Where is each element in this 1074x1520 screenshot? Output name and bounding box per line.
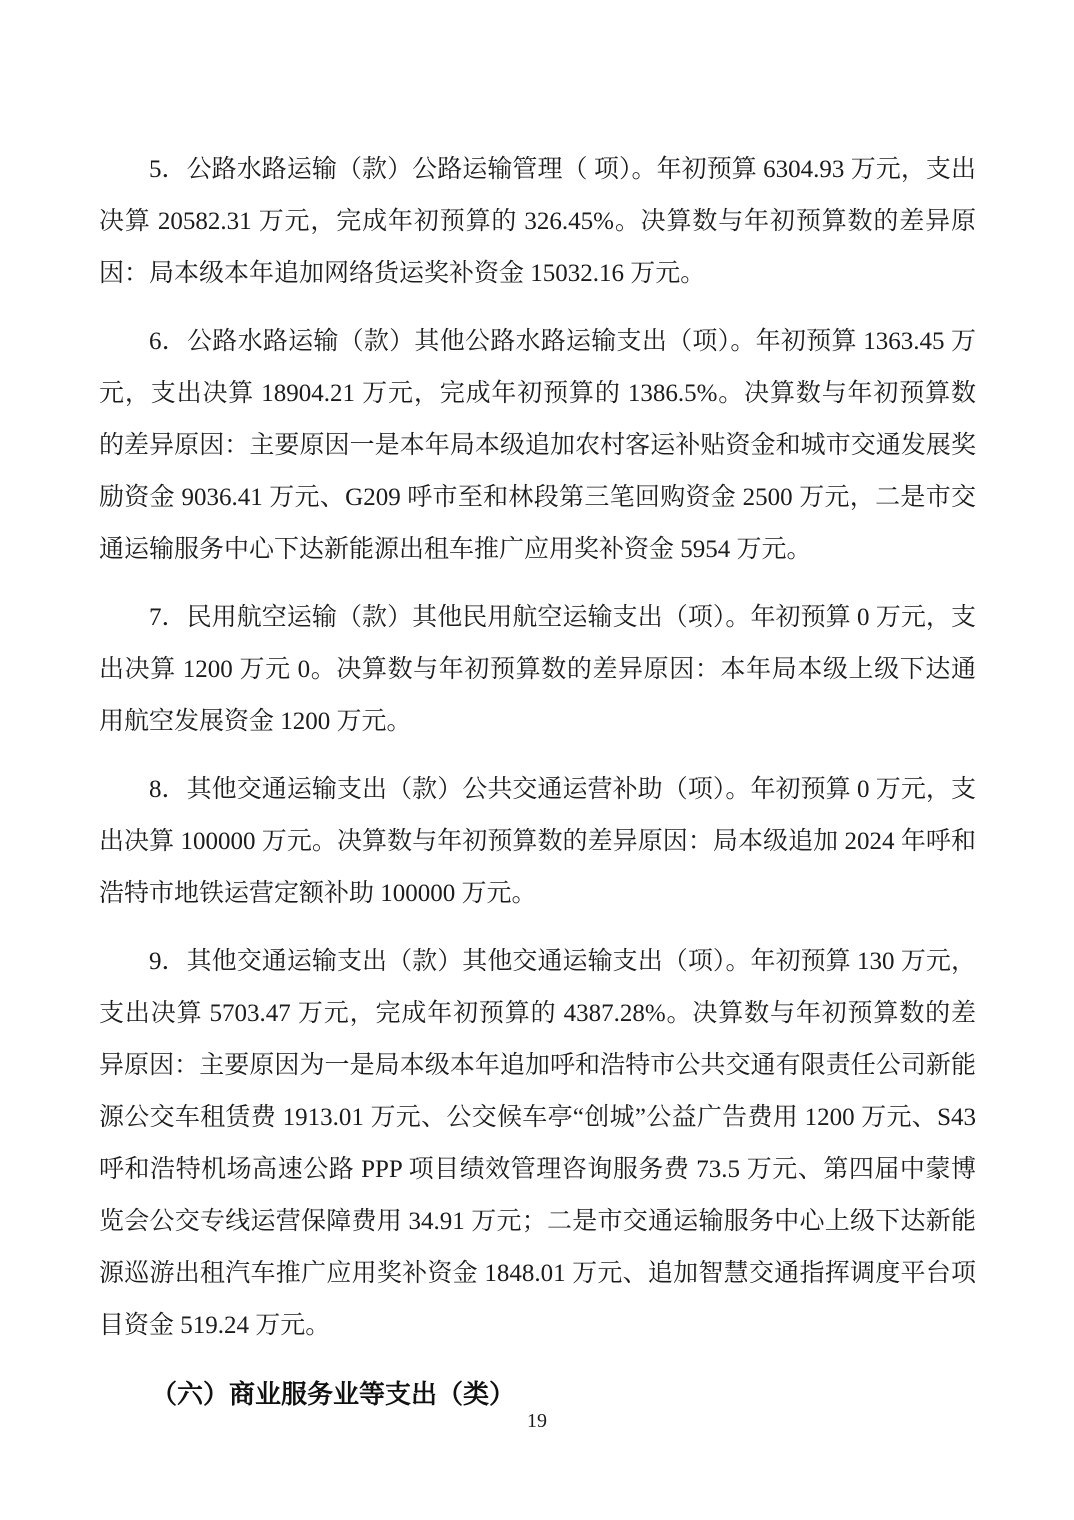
budget-paragraph-item-7: 7．民用航空运输（款）其他民用航空运输支出（项）。年初预算 0 万元，支出决算 1200 万元 0。决算数与年初预算数的差异原因：本年局本级上级下达通用航空发展资金 1200 万元。 — [99, 604, 976, 735]
page-number: 19 — [527, 1410, 547, 1432]
budget-paragraph-item-5: 5．公路水路运输（款）公路运输管理（ 项）。年初预算 6304.93 万元，支出决算 20582.31 万元，完成年初预算的 326.45%。决算数与年初预算数的差异原因：局本级本年追加网络货运奖补资金 15032.16 万元。 — [99, 156, 976, 287]
document-body — [99, 144, 976, 1420]
budget-paragraph-item-8: 8．其他交通运输支出（款）公共交通运营补助（项）。年初预算 0 万元，支出决算 100000 万元。决算数与年初预算数的差异原因：局本级追加 2024 年呼和浩特市地铁运营定额补助 100000 万元。 — [99, 776, 976, 907]
budget-paragraph-item-9: 9．其他交通运输支出（款）其他交通运输支出（项）。年初预算 130 万元，支出决算 5703.47 万元，完成年初预算的 4387.28%。决算数与年初预算数的差异原因：主要原因为一是局本级本年追加呼和浩特市公共交通有限责任公司新能源公交车租赁费 1913.01 万元、公交候车亭“创城”公益广告费用 1200 万元、S43 呼和浩特机场高速公路 PPP 项目绩效管理咨询服务费 73.5 万元、第四届中蒙博览会公交专线运营保障费用 34.91 万元；二是市交通运输服务中心上级下达新能源巡游出租汽车推广应用奖补资金 1848.01 万元、追加智慧交通指挥调度平台项目资金 519.24 万元。 — [99, 948, 976, 1339]
budget-paragraph-item-6: 6．公路水路运输（款）其他公路水路运输支出（项）。年初预算 1363.45 万元，支出决算 18904.21 万元，完成年初预算的 1386.5%。决算数与年初预算数的差异原因：主要原因一是本年局本级追加农村客运补贴资金和城市交通发展奖励资金 9036.41 万元、G209 呼市至和林段第三笔回购资金 2500 万元，二是市交通运输服务中心下达新能源出租车推广应用奖补资金 5954 万元。 — [99, 328, 976, 563]
page-footer — [0, 1408, 1074, 1434]
section-heading-commercial-services: （六）商业服务业等支出（类） — [151, 1379, 516, 1409]
